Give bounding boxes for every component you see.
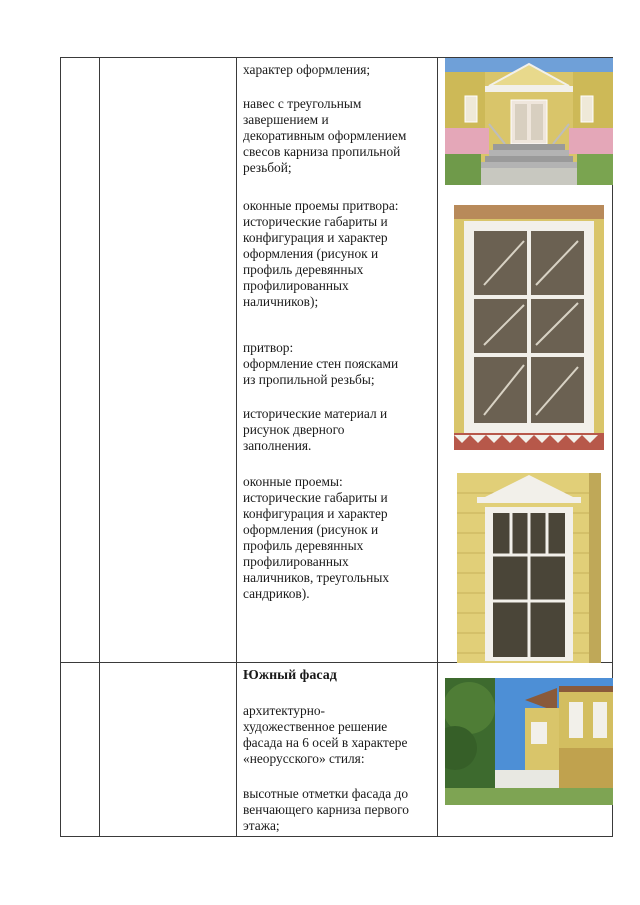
table-bottom-border [60,836,613,837]
entrance-porch-photo [445,58,613,185]
window-with-lattice-photo [454,205,604,450]
paragraph: оконные проемы: исторические габариты и конфигурация и характер оформления (рисунок и профиль деревянных профилированных наличников, треугольных сандриков). [243,474,390,601]
paragraph: исторические материал и рисунок дверного заполнения. [243,406,388,453]
paragraph: оконные проемы притвора: исторические габариты и конфигурация и характер оформления (рисунок и профиль деревянных профилированных наличников); [243,198,399,309]
paragraph: притвор: оформление стен поясками из пропильной резьбы; [243,340,399,387]
section-heading: Южный фасад [243,668,337,683]
column-border-1 [60,57,61,837]
column-border-2 [99,57,100,837]
paragraph: характер оформления; [243,62,371,77]
column-border-4 [437,57,438,837]
south-facade-photo [445,678,613,805]
window-with-pediment-photo [457,473,601,663]
paragraph: архитектурно- художественное решение фасада на 6 осей в характере «неорусского» стиля: [243,703,408,766]
paragraph: высотные отметки фасада до венчающего карниза первого этажа; [243,786,409,833]
column-border-3 [236,57,237,837]
paragraph: навес с треугольным завершением и декоративным оформлением свесов карниза пропильной резьбой; [243,96,407,175]
